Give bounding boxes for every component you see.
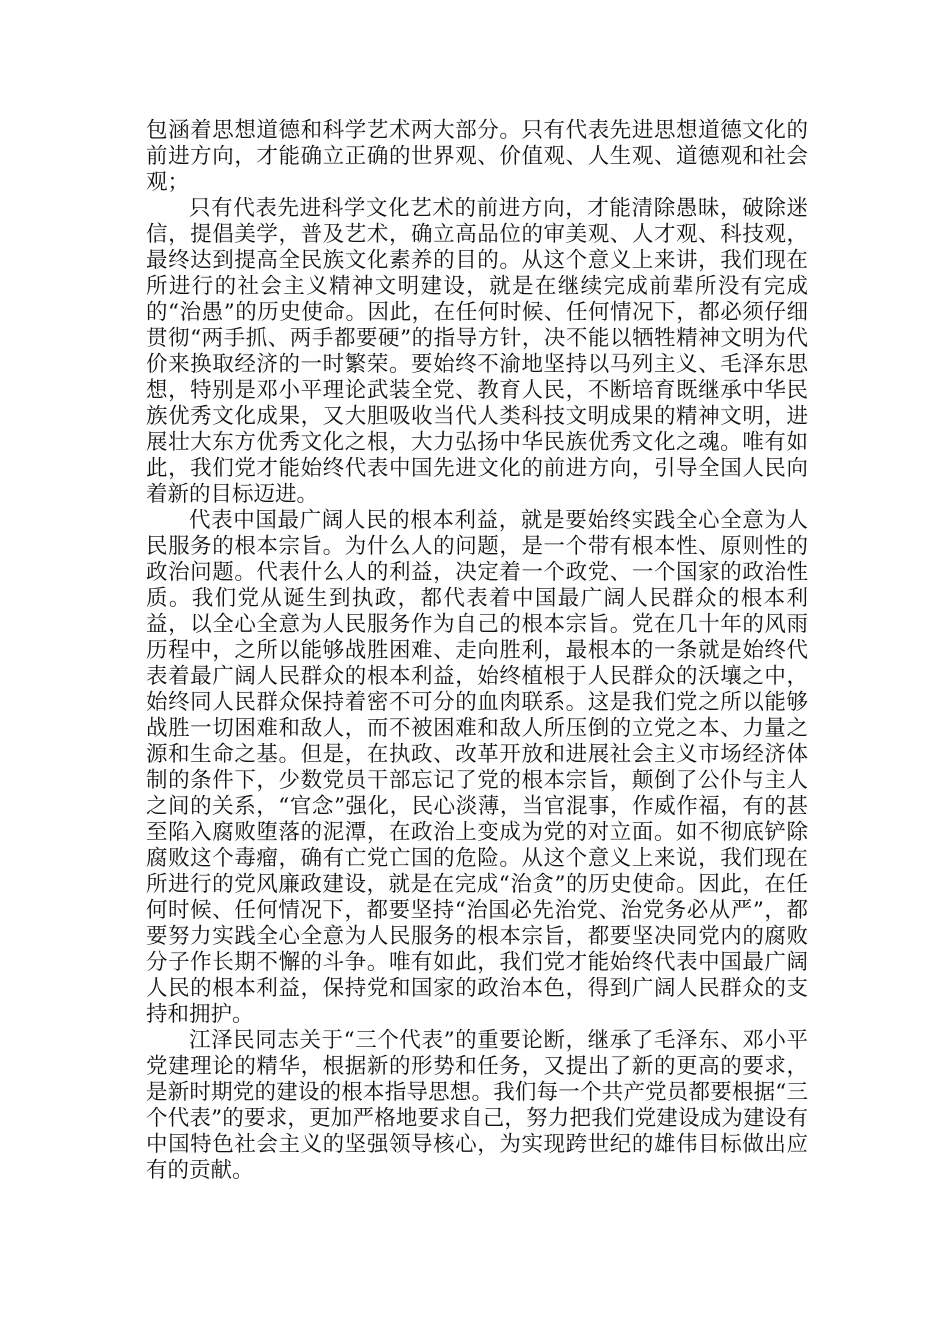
paragraph-2: 只有代表先进科学文化艺术的前进方向，才能清除愚昧，破除迷信，提倡美学，普及艺术，确立高品位的审美观、人才观、科技观，最终达到提高全民族文化素养的目的。从这个意义上来讲，我们现在所进行的社会主义精神文明建设，就是在继续完成前辈所没有完成的“治愚”的历史使命。因此，在任何时候、任何情况下，都必须仔细贯彻“两手抓、两手都要硬”的指导方针，决不能以牺牲精神文明为代价来换取经济的一时繁荣。要始终不渝地坚持以马列主义、毛泽东思想，特别是邓小平理论武装全党、教育人民，不断培育既继承中华民族优秀文化成果，又大胆吸收当代人类科技文明成果的精神文明，进展壮大东方优秀文化之根，大力弘扬中华民族优秀文化之魂。唯有如此，我们党才能始终代表中国先进文化的前进方向，引导全国人民向着新的目标迈进。 (146, 196, 808, 507)
paragraph-4: 江泽民同志关于“三个代表”的重要论断，继承了毛泽东、邓小平党建理论的精华，根据新的形势和任务，又提出了新的更高的要求，是新时期党的建设的根本指导思想。我们每一个共产党员都要根据“三个代表”的要求，更加严格地要求自己，努力把我们党建设成为建设有中国特色社会主义的坚强领导核心，为实现跨世纪的雄伟目标做出应有的贡献。 (146, 1028, 808, 1183)
body-text (146, 118, 808, 1184)
paragraph-3: 代表中国最广阔人民的根本利益，就是要始终实践全心全意为人民服务的根本宗旨。为什么人的问题，是一个带有根本性、原则性的政治问题。代表什么人的利益，决定着一个政党、一个国家的政治性质。我们党从诞生到执政，都代表着中国最广阔人民群众的根本利益，以全心全意为人民服务作为自己的根本宗旨。党在几十年的风雨历程中，之所以能够战胜困难、走向胜利，最根本的一条就是始终代表着最广阔人民群众的根本利益，始终植根于人民群众的沃壤之中，始终同人民群众保持着密不可分的血肉联系。这是我们党之所以能够战胜一切困难和敌人，而不被困难和敌人所压倒的立党之本、力量之源和生命之基。但是，在执政、改革开放和进展社会主义市场经济体制的条件下，少数党员干部忘记了党的根本宗旨，颠倒了公仆与主人之间的关系，“官念”强化，民心淡薄，当官混事，作威作福，有的甚至陷入腐败堕落的泥潭，在政治上变成为党的对立面。如不彻底铲除腐败这个毒瘤，确有亡党亡国的危险。从这个意义上来说，我们现在所进行的党风廉政建设，就是在完成“治贪”的历史使命。因此，在任何时候、任何情况下，都要坚持“治国必先治党、治党务必从严”，都要努力实践全心全意为人民服务的根本宗旨，都要坚决同党内的腐败分子作长期不懈的斗争。唯有如此，我们党才能始终代表中国最广阔人民的根本利益，保持党和国家的政治本色，得到广阔人民群众的支持和拥护。 (146, 508, 808, 1027)
paragraph-1: 包涵着思想道德和科学艺术两大部分。只有代表先进思想道德文化的前进方向，才能确立正确的世界观、价值观、人生观、道德观和社会观； (146, 118, 808, 195)
